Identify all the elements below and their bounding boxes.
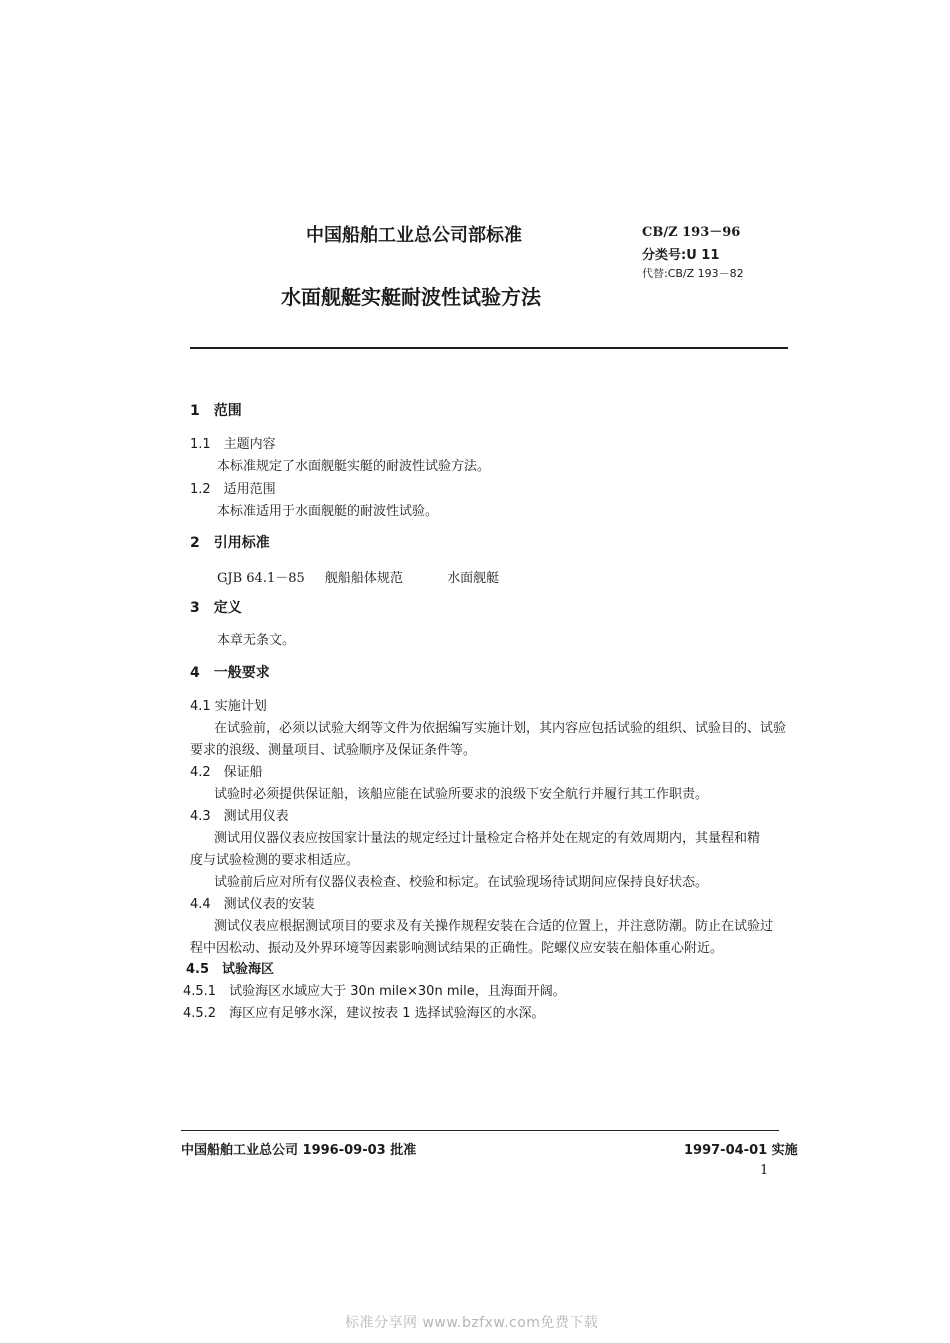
section-4-3-text-line2: 度与试验检测的要求相适应。	[190, 853, 360, 868]
section-4-1-heading: 4.1 实施计划	[190, 699, 267, 714]
document-title: 水面舰艇实艇耐波性试验方法	[281, 285, 541, 309]
section-3-heading: 3 定义	[190, 600, 242, 616]
section-4-5-1-text: 4.5.1 试验海区水域应大于 30n mile×30n mile，且海面开阔。	[183, 984, 566, 999]
section-4-5-heading: 4.5 试验海区	[186, 962, 275, 977]
section-4-5-2-text: 4.5.2 海区应有足够水深，建议按表 1 选择试验海区的水深。	[183, 1006, 545, 1021]
section-1-2-heading: 1.2 适用范围	[190, 482, 276, 497]
approval-date: 中国船舶工业总公司 1996-09-03 批准	[181, 1143, 417, 1158]
section-1-2-text: 本标准适用于水面舰艇的耐波性试验。	[217, 504, 439, 519]
section-4-4-heading: 4.4 测试仪表的安装	[190, 897, 315, 912]
section-4-heading: 4 一般要求	[190, 665, 270, 681]
org-standard-heading: 中国船舶工业总公司部标准	[306, 225, 522, 246]
section-2-heading: 2 引用标准	[190, 535, 270, 551]
section-4-2-heading: 4.2 保证船	[190, 765, 263, 780]
section-4-4-text-line2: 程中因松动、振动及外界环境等因素影响测试结果的正确性。陀螺仪应安装在船体重心附近。	[190, 941, 724, 956]
reference-code: GJB 64.1－85	[217, 571, 305, 586]
replaces-standard: 代替:CB/Z 193－82	[642, 267, 744, 280]
implementation-date: 1997-04-01 实施	[684, 1143, 798, 1158]
footer-rule	[181, 1130, 779, 1131]
section-4-3-heading: 4.3 测试用仪表	[190, 809, 289, 824]
section-1-heading: 1 范围	[190, 403, 242, 419]
section-4-4-text-line1: 测试仪表应根据测试项目的要求及有关操作规程安装在合适的位置上，并注意防潮。防止在试验过	[214, 919, 774, 934]
section-1-1-text: 本标准规定了水面舰艇实艇的耐波性试验方法。	[217, 459, 491, 474]
header-rule	[190, 347, 788, 349]
classification-number: 分类号:U 11	[642, 248, 720, 263]
section-4-1-text-line2: 要求的浪级、测量项目、试验顺序及保证条件等。	[190, 743, 477, 758]
reference-scope: 水面舰艇	[447, 571, 500, 586]
section-4-1-text-line1: 在试验前，必须以试验大纲等文件为依据编写实施计划，其内容应包括试验的组织、试验目的、试验	[214, 721, 787, 736]
section-4-3-text-line1: 测试用仪器仪表应按国家计量法的规定经过计量检定合格并处在规定的有效周期内，其量程和精	[214, 831, 761, 846]
standard-code: CB/Z 193－96	[642, 225, 741, 240]
reference-name: 舰船船体规范	[324, 571, 403, 586]
section-4-3-text-para2: 试验前后应对所有仪器仪表检查、校验和标定。在试验现场待试期间应保持良好状态。	[214, 875, 709, 890]
section-3-text: 本章无条文。	[217, 633, 296, 648]
section-4-2-text: 试验时必须提供保证船，该船应能在试验所要求的浪级下安全航行并履行其工作职责。	[214, 787, 709, 802]
watermark-text: 标准分享网 www.bzfxw.com免费下载	[345, 1315, 599, 1331]
page-number: 1	[760, 1163, 769, 1178]
reference-standard-row	[217, 567, 499, 586]
section-1-1-heading: 1.1 主题内容	[190, 437, 276, 452]
